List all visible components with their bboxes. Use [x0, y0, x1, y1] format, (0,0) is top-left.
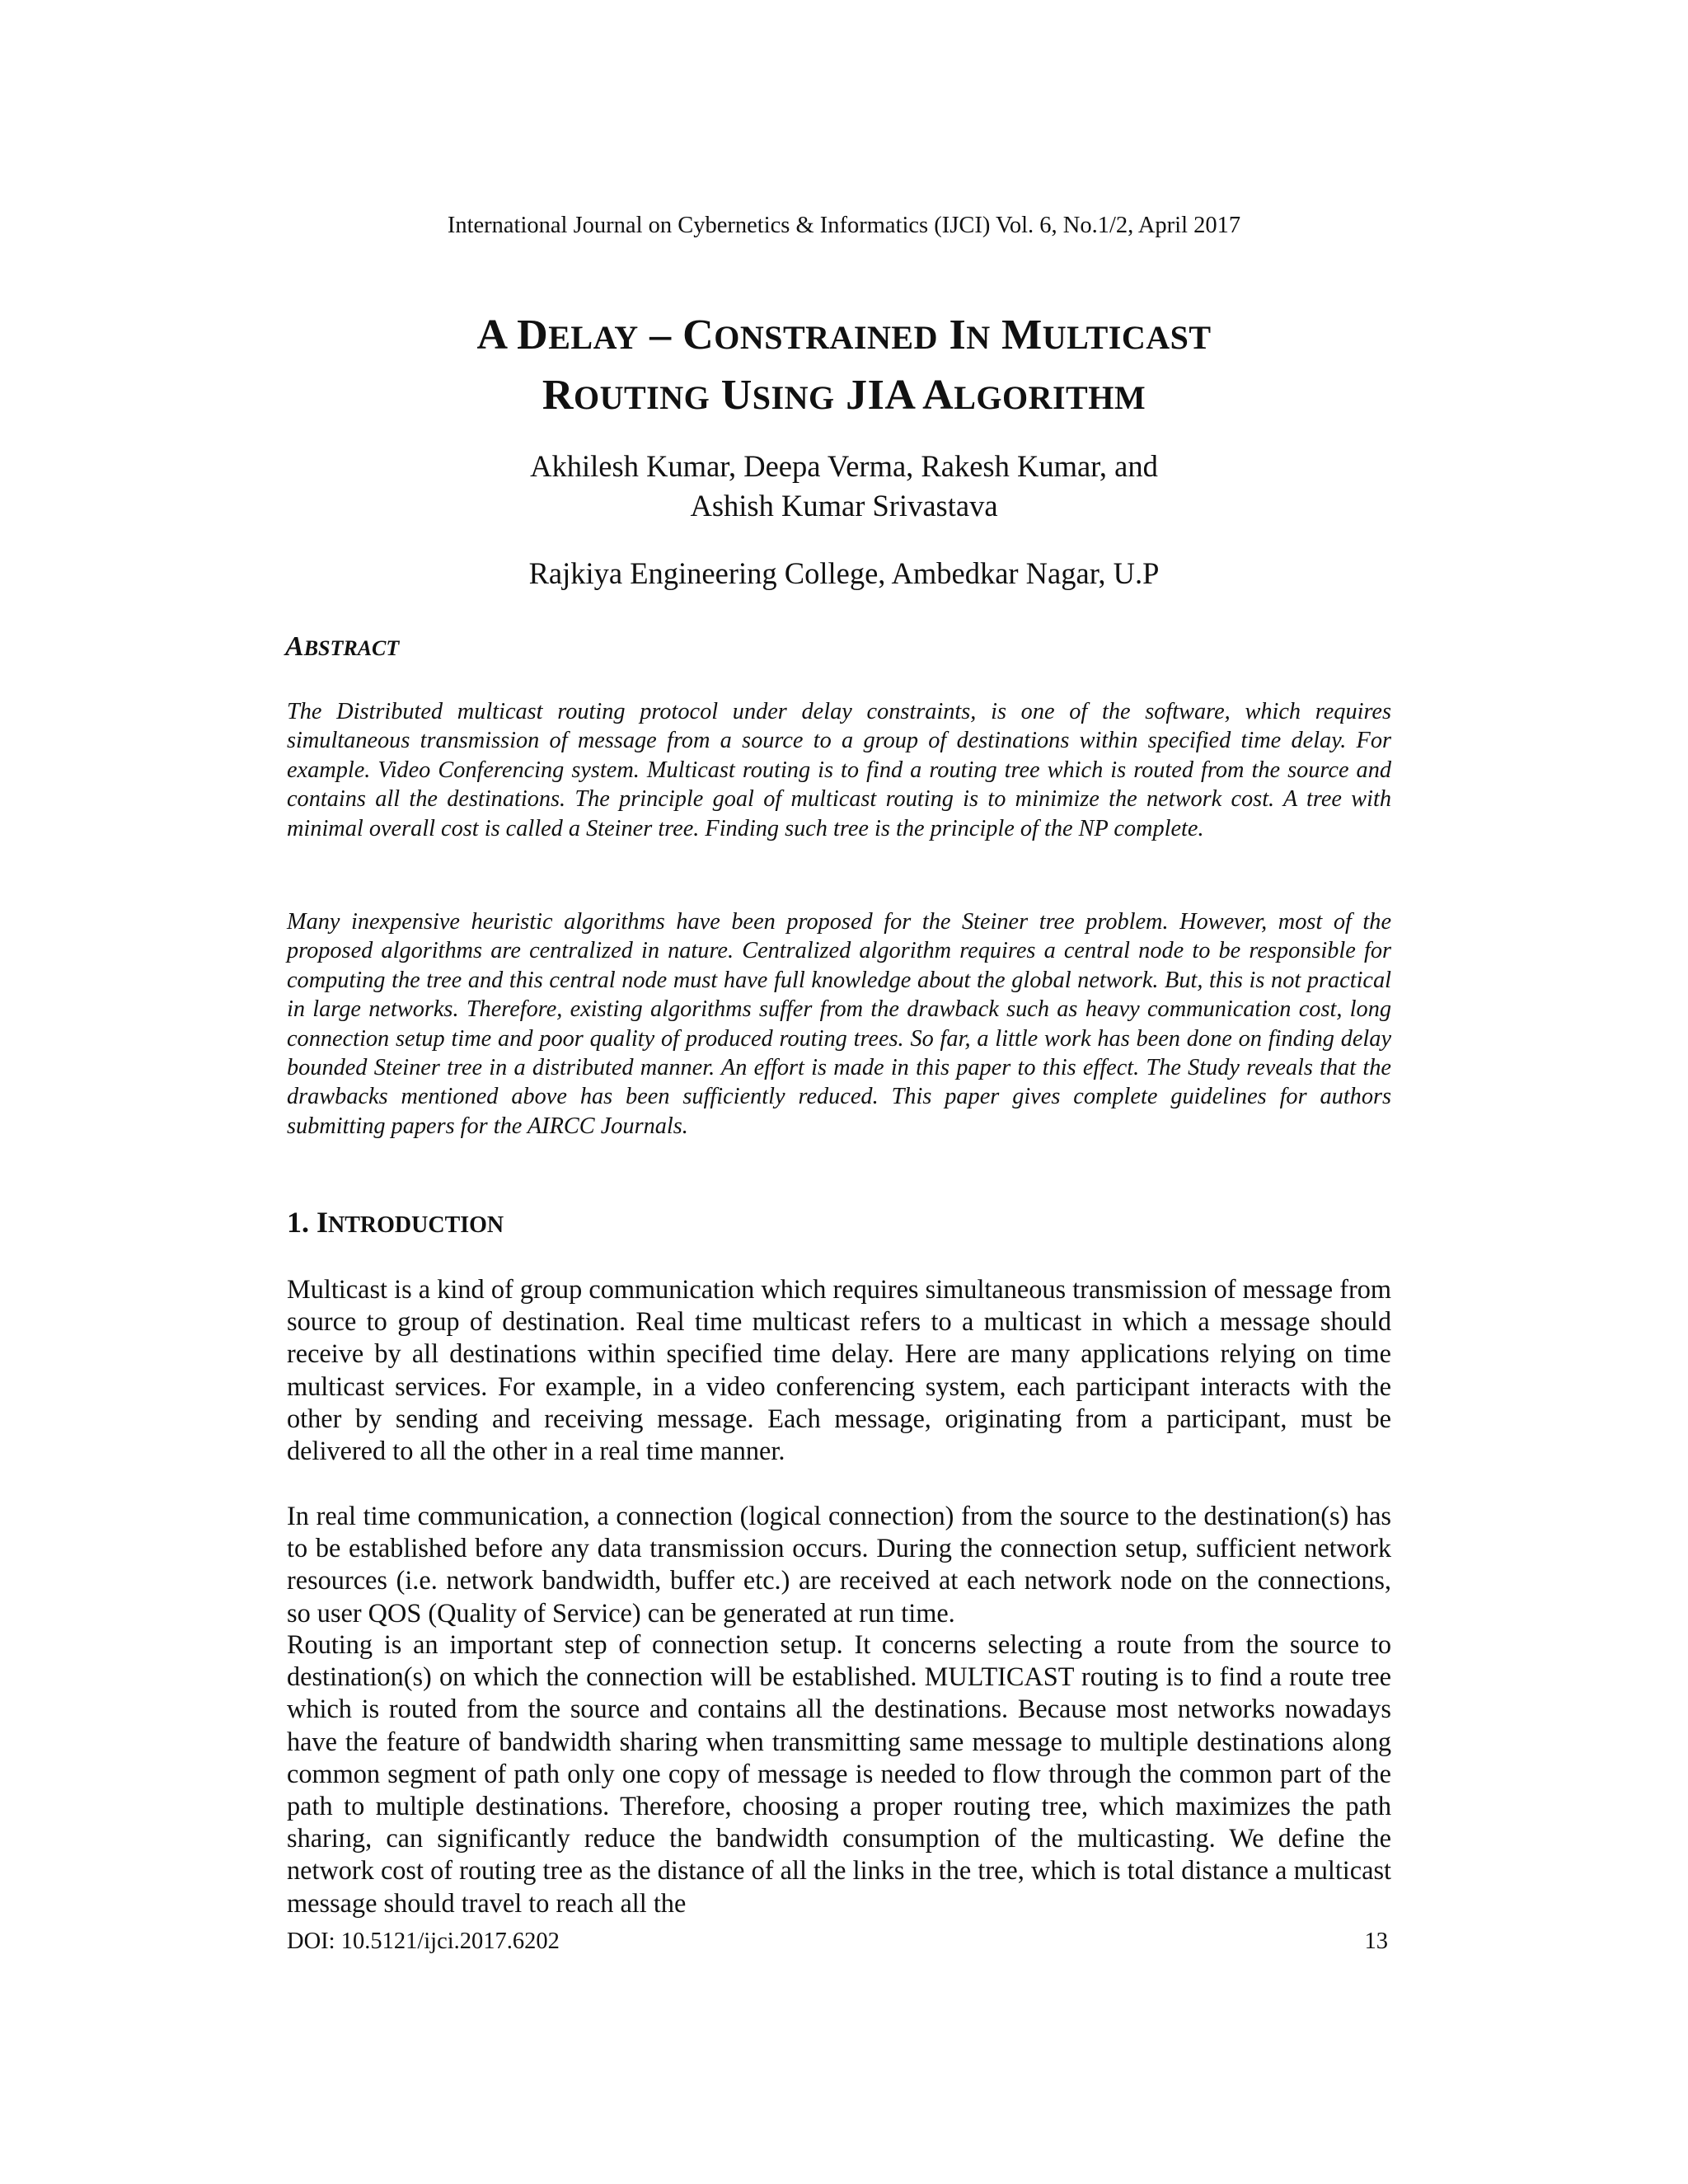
abstract-paragraph-2: Many inexpensive heuristic algorithms have been proposed for the Steiner tree problem. However, most of the proposed algorithms are centralized in nature. Centralized algorithm requires a central node to be responsible for computing the tree and this central node must have full knowledge about the global network. But, this is not practical in large networks. Therefore, existing algorithms suffer from the drawback such as heavy communication cost, long connection setup time and poor quality of produced routing trees. So far, a little work has been done on finding delay bounded Steiner tree in a distributed manner. An effort is made in this paper to this effect. The Study reveals that the drawbacks mentioned above has been sufficiently reduced. This paper gives complete guidelines for authors submitting papers for the AIRCC Journals.	[287, 909, 1391, 1139]
intro-paragraph-1: Multicast is a kind of group communication which requires simultaneous transmission of message from source to group of destination. Real time multicast refers to a multicast in which a message should receive by all destinations within specified time delay. Here are many applications relying on time multicast services. For example, in a video conferencing system, each participant interacts with the other by sending and receiving message. Each message, originating from a participant, must be delivered to all the other in a real time manner.	[287, 1274, 1391, 1466]
abstract-heading: ABSTRACT	[285, 631, 400, 662]
author-list	[0, 447, 1688, 526]
author-line-1: Akhilesh Kumar, Deepa Verma, Rakesh Kumar, and	[530, 449, 1158, 483]
section-heading-introduction: 1. INTRODUCTION	[287, 1206, 504, 1239]
paper-title	[0, 307, 1688, 427]
title-line-2: ROUTING USING JIA ALGORITHM	[542, 372, 1146, 419]
journal-header: International Journal on Cybernetics & Informatics (IJCI) Vol. 6, No.1/2, April 2017	[447, 213, 1241, 238]
page-number: 13	[1364, 1929, 1388, 1954]
author-line-2: Ashish Kumar Srivastava	[690, 489, 998, 523]
intro-paragraph-2: In real time communication, a connection (logical connection) from the source to the destination(s) has to be established before any data transmission occurs. During the connection setup, sufficient network resources (i.e. network bandwidth, buffer etc.) are received at each network node on the connections, so user QOS (Quality of Service) can be generated at run time.	[287, 1501, 1391, 1628]
footer-doi: DOI: 10.5121/ijci.2017.6202	[287, 1929, 560, 1954]
title-line-1: A DELAY – CONSTRAINED IN MULTICAST	[476, 312, 1212, 359]
intro-paragraph-3: Routing is an important step of connection setup. It concerns selecting a route from the source to destination(s) on which the connection will be established. MULTICAST routing is to find a route tree which is routed from the source and contains all the destinations. Because most networks nowadays have the feature of bandwidth sharing when transmitting same message to multiple destinations along common segment of path only one copy of message is needed to flow through the common part of the path to multiple destinations. Therefore, choosing a proper routing tree, which maximizes the path sharing, can significantly reduce the bandwidth consumption of the multicasting. We define the network cost of routing tree as the distance of all the links in the tree, which is total distance a multicast message should travel to reach all the	[287, 1629, 1391, 1918]
affiliation: Rajkiya Engineering College, Ambedkar Nagar, U.P	[528, 556, 1160, 590]
abstract-paragraph-1: The Distributed multicast routing protocol under delay constraints, is one of the software, which requires simultaneous transmission of message from a source to a group of destinations within specified time delay. For example. Video Conferencing system. Multicast routing is to find a routing tree which is routed from the source and contains all the destinations. The principle goal of multicast routing is to minimize the network cost. A tree with minimal overall cost is called a Steiner tree. Finding such tree is the principle of the NP complete.	[287, 699, 1391, 841]
